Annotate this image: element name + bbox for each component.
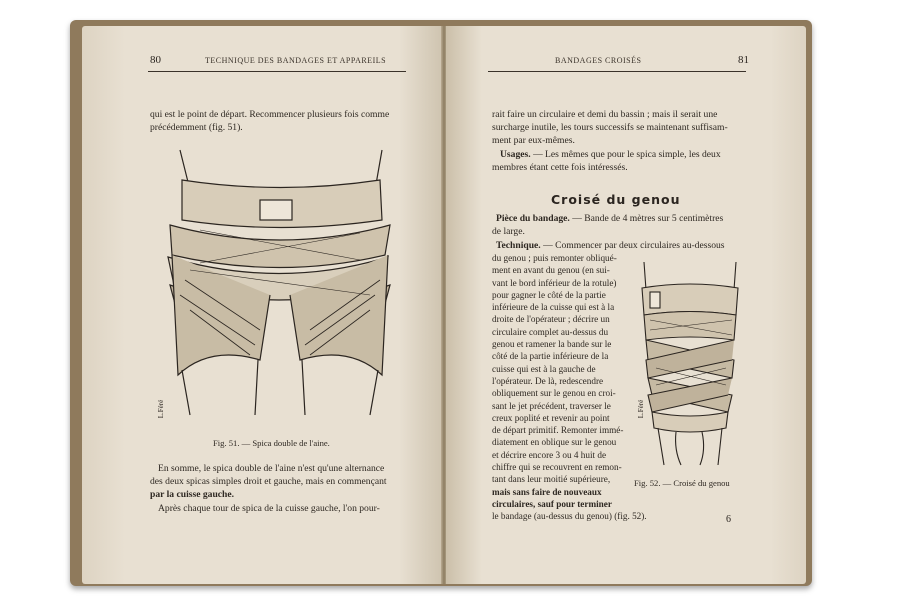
- bandage-layer: [170, 225, 390, 268]
- text-line: côté de la partie inférieure de la: [492, 351, 609, 362]
- figure-51-signature: L.Féré: [157, 399, 166, 419]
- technique-text: [492, 239, 754, 252]
- text-line: creux poplité et revenir au point: [492, 412, 610, 423]
- text-line: pour gagner le côté de la partie: [492, 289, 606, 300]
- piece-text: [492, 212, 754, 238]
- text-line: ment en avant du genou (en sui-: [492, 265, 610, 276]
- text-line: chiffre qui se recouvrent en remon-: [492, 462, 622, 473]
- section-title: Croisé du genou: [551, 192, 681, 207]
- left-intro-text: [150, 108, 412, 134]
- band-end: [650, 292, 660, 308]
- text-line: mais sans faire de nouveaux: [492, 486, 602, 497]
- text-line: obliquement sur le genou en croi-: [492, 388, 616, 399]
- right-header-rule: [488, 71, 746, 72]
- text-line: rait faire un circulaire et demi du bassin ; mais il serait une: [492, 109, 718, 120]
- text-line: par la cuisse gauche.: [150, 489, 235, 501]
- text-line: — Bande de 4 mètres sur 5 centimètres: [572, 213, 724, 224]
- text-line: droite de l'opérateur ; décrire un: [492, 314, 610, 325]
- text-line: de large.: [492, 226, 525, 238]
- text-line: le bandage (au-dessus du genou) (fig. 52).: [492, 511, 647, 522]
- left-running-head: TECHNIQUE DES BANDAGES ET APPAREILS: [205, 56, 387, 65]
- text-line: circulaires, sauf pour terminer: [492, 498, 612, 509]
- leg-outline: [658, 428, 722, 465]
- technique-label: Technique.: [496, 240, 541, 251]
- text-line: circulaire complet au-dessus du: [492, 326, 609, 337]
- text-line: l'opérateur. De là, redescendre: [492, 375, 604, 386]
- text-line: — Les mêmes que pour le spica simple, les deux: [533, 148, 721, 160]
- bottom-circular: [652, 412, 728, 432]
- text-line: des deux spicas simples droit et gauche, mais en commençant: [150, 476, 387, 488]
- right-running-head: BANDAGES CROISÉS: [555, 56, 642, 65]
- text-line: de départ primitif. Remonter immé-: [492, 425, 624, 436]
- text-line: vant le bord inférieur de la rotule): [492, 277, 617, 288]
- text-line: En somme, le spica double de l'aine n'est qu'une alternance: [158, 463, 385, 474]
- text-line: cuisse qui est à la gauche de: [492, 363, 596, 374]
- right-page-number: 81: [738, 54, 749, 66]
- text-line: précédemment (fig. 51).: [150, 122, 243, 134]
- text-line: inférieure de la cuisse qui est à la: [492, 302, 615, 313]
- text-line: Après chaque tour de spica de la cuisse gauche, l'on pour-: [158, 502, 380, 514]
- figure-52-illustration: [636, 260, 744, 470]
- text-line: surcharge inutile, les tours successifs se maintenant suffisam-: [492, 122, 728, 134]
- signature-mark: 6: [726, 514, 731, 525]
- text-line: — Commencer par deux circulaires au-dessous: [543, 240, 725, 251]
- figure-52-signature: L.Féré: [637, 399, 646, 419]
- left-leg-lines: [182, 360, 258, 415]
- left-page-number: 80: [150, 54, 161, 66]
- figure-51-caption: Fig. 51. — Spica double de l'aine.: [213, 438, 330, 448]
- right-intro-text: [492, 108, 752, 174]
- text-line: genou et ramener la bande sur le: [492, 339, 612, 350]
- second-circular: [644, 312, 736, 341]
- piece-label: Pièce du bandage.: [496, 213, 570, 224]
- text-line: et décrire encore 3 ou 4 huit de: [492, 449, 607, 460]
- text-line: membres étant cette fois intéressés.: [492, 161, 628, 173]
- left-header-rule: [148, 71, 406, 72]
- right-leg-lines: [302, 360, 378, 415]
- figure-51-illustration: [160, 145, 400, 425]
- text-line: qui est le point de départ. Recommencer plusieurs fois comme: [150, 109, 390, 120]
- text-line: ment par eux-mêmes.: [492, 135, 575, 147]
- usages-label: Usages.: [500, 148, 531, 160]
- figure-52-caption: Fig. 52. — Croisé du genou: [634, 478, 730, 488]
- text-line: du genou ; puis remonter obliqué-: [492, 253, 617, 263]
- text-line: sant le jet précédent, traverser le: [492, 400, 611, 411]
- text-line: tant dans leur moitié supérieure,: [492, 474, 611, 485]
- left-body-text: [150, 462, 412, 515]
- band-buckle: [260, 200, 292, 220]
- text-line: diatement en oblique sur le genou: [492, 437, 617, 448]
